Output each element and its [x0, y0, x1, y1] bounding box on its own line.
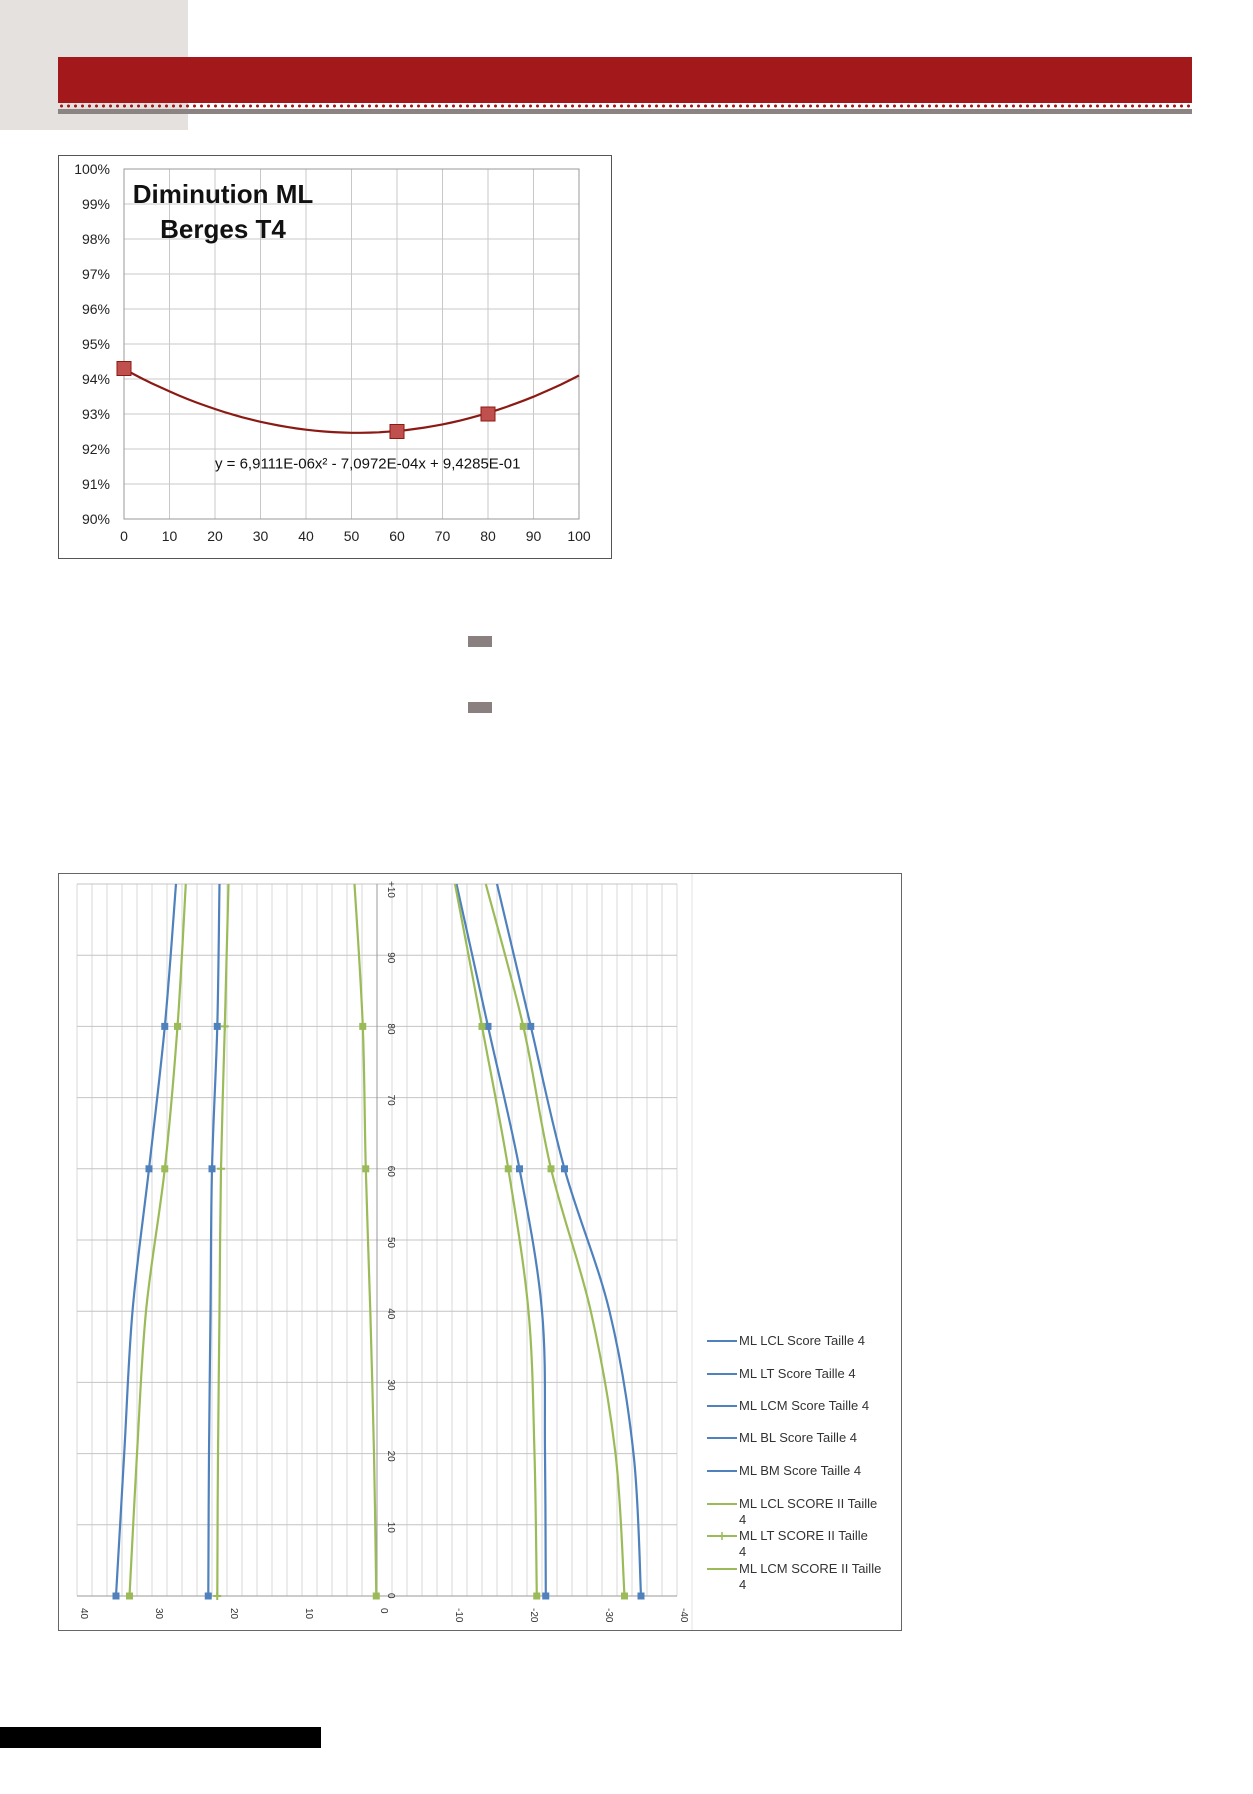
y-tick-label: 10 [385, 1521, 396, 1533]
x-tick-label: -30 [603, 1608, 614, 1623]
legend-entry-line: ML BL Score Taille 4 [739, 1430, 858, 1445]
x-tick-label: 70 [434, 528, 451, 544]
y-tick-label: 60 [385, 1165, 396, 1177]
y-tick-label: 97% [81, 266, 110, 282]
legend-entry-line: ML BM Score Taille 4 [739, 1463, 862, 1478]
x-tick-label: 50 [343, 528, 360, 544]
legend-entry-line: ML LCL SCORE II Taille [739, 1496, 878, 1511]
x-tick-label: -20 [528, 1608, 539, 1623]
chart-title-line1: Diminution ML [132, 179, 314, 209]
series-marker [146, 1165, 153, 1172]
series-marker [485, 1023, 492, 1030]
y-tick-label: 80 [385, 1023, 396, 1035]
data-point [117, 362, 131, 376]
legend-entry-line: 4 [739, 1577, 747, 1592]
data-point [481, 407, 495, 421]
legend-entry [739, 1528, 868, 1559]
series-marker [113, 1593, 120, 1600]
series-marker [505, 1165, 512, 1172]
banner-underline [58, 109, 1192, 114]
x-tick-label: 30 [153, 1608, 164, 1620]
legend-entry-line: ML LT SCORE II Taille [739, 1528, 868, 1543]
series-marker [205, 1593, 212, 1600]
x-tick-label: -40 [678, 1608, 689, 1623]
x-tick-label: 10 [161, 528, 178, 544]
x-tick-label: 30 [252, 528, 269, 544]
series-marker [209, 1165, 216, 1172]
data-point [390, 425, 404, 439]
x-tick-label: -10 [453, 1608, 464, 1623]
legend-entry-line: ML LT Score Taille 4 [739, 1366, 856, 1381]
series-marker [533, 1593, 540, 1600]
x-tick-label: 20 [228, 1608, 239, 1620]
legend-entry-line: ML LCM SCORE II Taille [739, 1561, 882, 1576]
header-banner [58, 57, 1192, 103]
legend-entry-line: 4 [739, 1544, 747, 1559]
x-tick-label: 0 [120, 528, 128, 544]
x-tick-label: 80 [480, 528, 496, 544]
chart-diminution-ml [58, 155, 612, 559]
series-marker [359, 1023, 366, 1030]
y-tick-label: 70 [385, 1094, 396, 1106]
x-tick-label: 20 [207, 528, 223, 544]
series-marker [362, 1165, 369, 1172]
y-tick-label: 0 [385, 1593, 396, 1599]
square-bullet-icon [468, 636, 492, 647]
y-tick-label: 95% [81, 336, 110, 352]
x-tick-label: 0 [378, 1608, 389, 1614]
series-marker [638, 1593, 645, 1600]
series-marker [161, 1023, 168, 1030]
legend-entry [739, 1561, 881, 1592]
y-tick-label: +10 [385, 881, 396, 898]
y-tick-label: 99% [81, 196, 110, 212]
series-marker [527, 1023, 534, 1030]
x-tick-label: 40 [78, 1608, 89, 1620]
series-marker [126, 1593, 133, 1600]
legend-entry [739, 1333, 865, 1348]
chart1-svg [59, 156, 611, 558]
y-tick-label: 90 [385, 952, 396, 964]
series-marker [221, 1022, 229, 1030]
x-tick-label: 90 [525, 528, 542, 544]
x-tick-label: 60 [389, 528, 405, 544]
y-tick-label: 50 [385, 1237, 396, 1249]
chart-title-line2: Berges T4 [160, 214, 286, 244]
y-tick-label: 20 [385, 1450, 396, 1462]
x-tick-label: 40 [298, 528, 314, 544]
y-tick-label: 93% [81, 406, 110, 422]
series-marker [214, 1023, 221, 1030]
legend-entry [739, 1430, 857, 1445]
x-tick-label: 10 [303, 1608, 314, 1620]
series-marker [217, 1165, 225, 1173]
y-tick-label: 96% [81, 301, 110, 317]
legend-entry [739, 1496, 877, 1527]
legend-entry-line: ML LCM Score Taille 4 [739, 1398, 870, 1413]
footer-bar [0, 1727, 321, 1748]
chart2-svg [59, 874, 901, 1630]
legend-entry [739, 1463, 861, 1478]
legend-entry [739, 1366, 856, 1381]
square-bullet-icon [468, 702, 492, 713]
y-tick-label: 30 [385, 1379, 396, 1391]
series-marker [373, 1593, 380, 1600]
y-tick-label: 40 [385, 1308, 396, 1320]
series-marker [213, 1592, 221, 1600]
trendline-equation: y = 6,9111E-06x² - 7,0972E-04x + 9,4285E-01 [215, 455, 521, 473]
series-marker [520, 1023, 527, 1030]
chart-ml-score-taille-4 [58, 873, 902, 1631]
y-tick-label: 92% [81, 441, 110, 457]
x-tick-label: 100 [567, 528, 591, 544]
series-marker [621, 1593, 628, 1600]
legend-entry-line: ML LCL Score Taille 4 [739, 1333, 865, 1348]
y-tick-label: 94% [81, 371, 110, 387]
series-marker [174, 1023, 181, 1030]
legend-entry [739, 1398, 869, 1413]
series-marker [516, 1165, 523, 1172]
y-tick-label: 100% [74, 161, 110, 177]
series-marker [542, 1593, 549, 1600]
y-tick-label: 91% [81, 476, 110, 492]
series-marker [161, 1165, 168, 1172]
series-marker [479, 1023, 486, 1030]
y-tick-label: 90% [81, 511, 110, 527]
y-tick-label: 98% [81, 231, 110, 247]
legend-entry-line: 4 [739, 1512, 747, 1527]
series-marker [561, 1165, 568, 1172]
series-marker [548, 1165, 555, 1172]
